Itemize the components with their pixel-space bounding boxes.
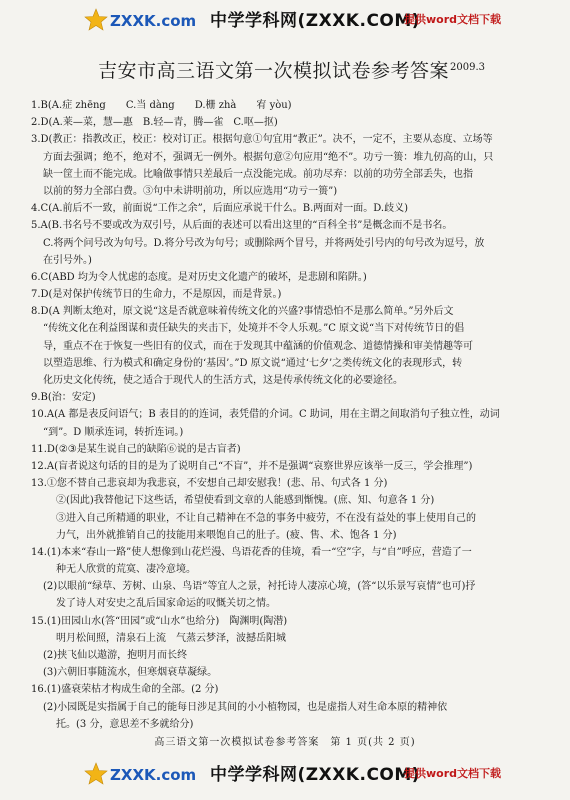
answer-line: 5.A(B.书名号不要或改为双引号，从后面的表述可以看出这里的“百科全书”是概念而不是书名。 [31,220,453,232]
answer-line: 2.D(A.莱—菜，慧—惠 B.轻—青，腾—雀 C.呕—抠) [31,117,278,129]
answer-line: 6.C(ABD 均为令人忧虑的态度。是对历史文化遗产的破坏，是悲剧和陷阱。) [31,271,367,283]
answer-line: 力气，出外就推销自己的技能用来喂饱自己的肚子。(疲、售、术、饱各 1 分) [56,529,397,541]
answer-line: 13.①您不替自己悲哀却为我悲哀，不安想自己却安慰我！(悲、吊、句式各 1 分) [31,478,388,490]
exam-date: 2009.3 [450,62,485,73]
page-title: 吉安市高三语文第一次模拟试卷参考答案 [98,60,450,82]
answer-line: 12.A(盲者说这句话的目的是为了说明自己“不盲”，并不是强调“哀察世界应该举一反三，学会推理”) [31,460,473,472]
answer-line: 导，重点不在于恢复一些旧有的仪式，而在于发现其中蕴涵的价值观念、道德情操和审美情趣等可 [43,340,473,352]
answer-line: 4.C(A.前后不一致，前面说“工作之余”，后面应承说干什么。B.两面对一面。D.歧义) [31,203,408,215]
answer-line: C.将两个问号改为句号。D.将分号改为句号；或删除两个冒号，并将两处引号内的句号改为逗号，放 [43,237,485,249]
site-logo [84,762,202,786]
answer-line: 16.(1)盛衰荣枯才构成生命的全部。(2 分) [31,684,219,696]
answer-line: 在引号外。) [43,254,92,266]
page-footer: 高三语文第一次模拟试卷参考答案 第 1 页(共 2 页) [154,737,416,748]
logo-text: ZXXK.com [110,766,197,784]
answer-line: “传统文化在利益图谋和责任缺失的夹击下，处境并不令人乐观。”C 原文说“当下对传统节日的倡 [43,323,465,335]
site-logo [84,8,202,32]
logo-text: ZXXK.com [110,12,197,30]
answer-line: (3)六朝旧事随流水，但寒烟衰草凝绿。 [43,667,218,679]
word-download-offer: 提供word文档下载 [404,13,502,26]
answer-line: 3.D(教正：指教改正，校正：校对订正。根据句意①句宜用“教正”。决不，一定不，主要从态度、立场等 [31,134,493,146]
answer-line: (2)挟飞仙以遨游，抱明月而长终 [43,650,188,661]
answer-line: 7.D(是对保护传统节日的生命力，不是原因，而是背景。) [31,289,282,301]
site-name: 中学学科网(ZXXK.COM) [210,11,421,31]
answer-line: 8.D(A 判断太绝对，原文说“这是否就意味着传统文化的兴盛?事情恐怕不是那么简单。”另外后文 [31,306,454,318]
answer-content [31,97,559,733]
answer-line: 化历史文化传统，使之适合于现代人的生活方式，这是传承传统文化的必要途径。 [43,375,403,386]
answer-line: 1.B(A.症 zhēng C.当 dàng D.栅 zhà 宥 yòu) [31,100,292,111]
footer-banner [0,758,570,792]
answer-line: 发了诗人对安史之乱后国家命运的叹慨关切之情。 [56,598,276,610]
answer-line: 10.A(A 都是表反问语气；B 表目的的连词，表凭借的介词。C 助词，用在主谓之间取消句子独立性，动词 [31,409,500,421]
answer-line: 9.B(治：安定) [31,392,96,404]
answer-line: “到”。D 顺承连词，转折连词。) [43,426,184,438]
answer-line: 缺一筐土而不能完成。比喻做事情只差最后一点没能完成。前功尽弃：以前的功劳全部丢失，也指 [43,168,473,180]
answer-line: ②(因此)我替他记下这些话，希望使看到文章的人能感到惭愧。(庶、知、句意各 1 分) [56,495,435,507]
answer-line: 14.(1)本来“春山一路”使人想像到山花烂漫、鸟语花香的佳境，看一“空”字，与“自”呼应，营造了一 [31,546,472,558]
word-download-offer: 提供word文档下载 [404,767,502,780]
answer-line: 种无人欣赏的荒寞、凄冷意境。 [56,564,196,576]
answer-line: 11.D(②③是某生说自己的缺陷⑥说的是古盲者) [31,443,241,455]
answer-line: 以前的努力全部白费。③句中未讲明前功，所以应选用“功亏一篑”) [43,185,338,197]
answer-line: 托。(3 分，意思差不多就给分) [56,718,194,730]
site-name: 中学学科网(ZXXK.COM) [210,765,421,785]
answer-line: 明月松间照，清泉石上流 气蒸云梦泽，波撼岳阳城 [56,632,286,644]
answer-line: 15.(1)田园山水(答“田园”或“山水”也给分) 陶渊明(陶潜) [31,615,288,627]
header-banner [0,4,570,38]
answer-line: ③进入自己所精通的职业，不让自己精神在不急的事务中疲劳，不在没有益处的事上使用自己的 [56,512,476,524]
answer-line: (2)以眼前“绿草、芳树、山泉、鸟语”等宜人之景，衬托诗人凄凉心境，(答“以乐景写哀情”也可)抒 [43,581,476,593]
answer-line: 以塑造思维、行为模式和确定身份的‘基因’。”D 原文说“通过‘七夕’之类传统文化的表现形式，转 [43,357,463,369]
answer-line: 方面去强调；绝不，绝对不，强调无一例外。根据句意②句应用“绝不”。功亏一篑：堆九仞高的山，只 [43,151,494,163]
answer-line: (2)小园既是实指属于自己的能每日涉足其间的小小植物园，也是虚指人对生命本原的精神依 [43,701,448,713]
title-row [0,56,570,86]
